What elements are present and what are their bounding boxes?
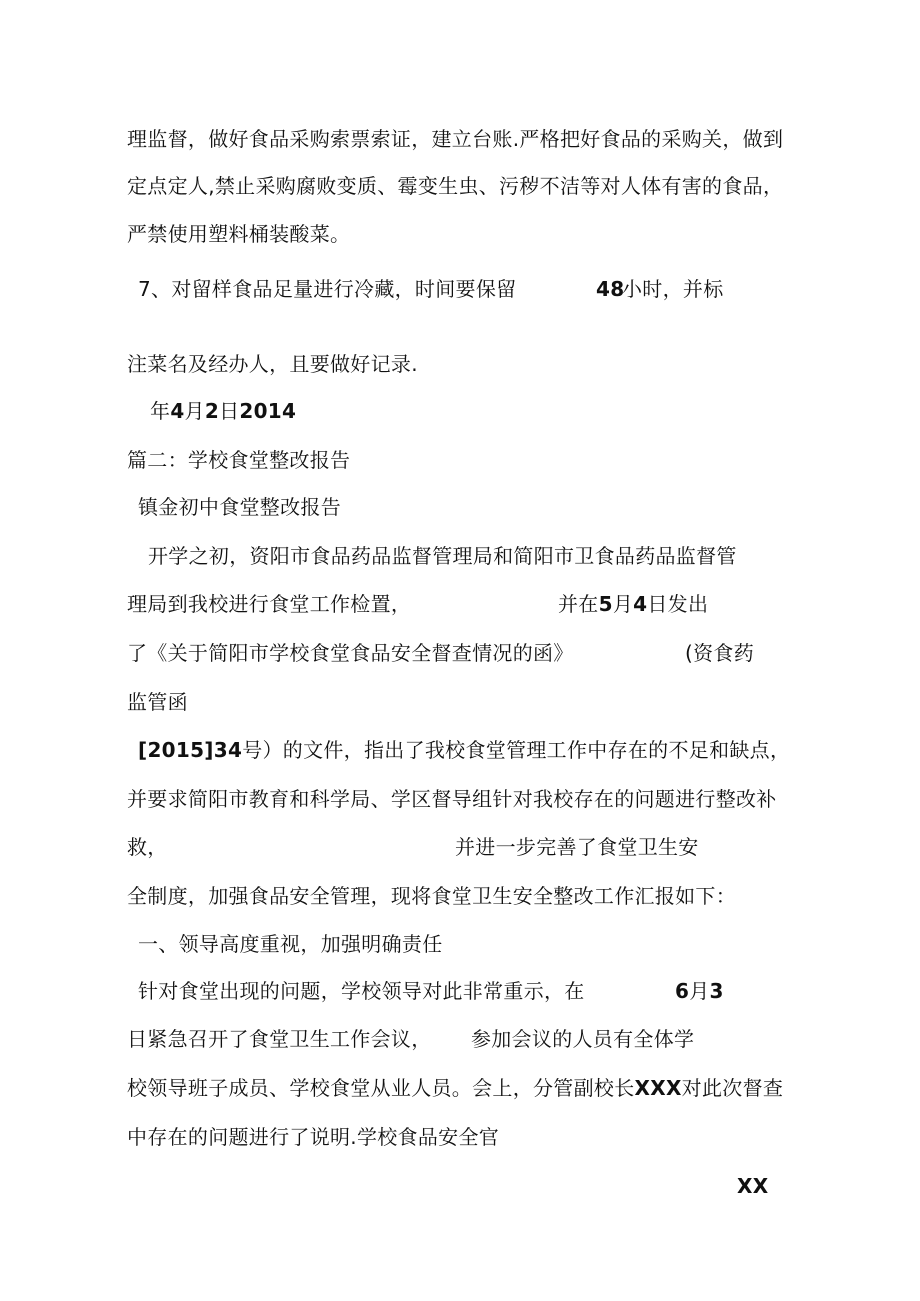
text-line: 并要求简阳市教育和科学局、学区督导组针对我校存在的问题进行整改补 bbox=[127, 787, 777, 811]
text-line bbox=[127, 640, 787, 666]
number-segment: 4 bbox=[170, 399, 185, 423]
text-segment: 了《关于简阳市学校食堂食品安全督查情况的函》 bbox=[127, 641, 574, 665]
number-segment: 2 bbox=[204, 399, 220, 423]
section-heading: 一、领导高度重视，加强明确责任 bbox=[138, 932, 443, 956]
text-segment: 针对食堂出现的问题，学校领导对此非常重示，在 bbox=[138, 979, 585, 1003]
text-line: 开学之初，资阳市食品药品监督管理局和简阳市卫食品药品监督管 bbox=[148, 544, 737, 568]
text-line bbox=[127, 1026, 767, 1052]
text-segment: (资食药 bbox=[685, 641, 755, 665]
text-line: 监管函 bbox=[127, 690, 188, 714]
text-line bbox=[138, 978, 778, 1004]
number-segment: 3 bbox=[709, 979, 724, 1003]
number-segment: 5 bbox=[598, 592, 613, 616]
text-line bbox=[127, 1075, 783, 1101]
text-segment: 并在 bbox=[558, 592, 599, 616]
text-segment: 年 bbox=[150, 399, 171, 423]
text-segment: 并进一步完善了食堂卫生安 bbox=[455, 835, 699, 859]
text-segment bbox=[558, 591, 708, 617]
date-line bbox=[150, 398, 296, 424]
text-segment: 参加会议的人员有全体学 bbox=[471, 1027, 695, 1051]
text-line bbox=[138, 276, 778, 302]
text-segment: 日 bbox=[219, 399, 240, 423]
text-line: 定点定人,禁止采购腐败变质、霉变生虫、污秽不洁等对人体有害的食品， bbox=[127, 174, 784, 198]
name-placeholder: XX bbox=[737, 1174, 769, 1198]
text-segment: 月 bbox=[689, 979, 710, 1003]
text-segment: 日紧急召开了食堂卫生工作会议， bbox=[127, 1027, 432, 1051]
text-segment: 对此次督查 bbox=[681, 1076, 784, 1100]
text-segment: 校领导班子成员、学校食堂从业人员。会上，分管副校长 bbox=[127, 1076, 635, 1100]
text-segment: 号）的文件，指出了我校食堂管理工作中存在的不足和缺点， bbox=[242, 738, 791, 762]
text-line bbox=[127, 834, 767, 860]
text-segment: 小时，并标 bbox=[622, 277, 724, 301]
number-segment: 4 bbox=[633, 592, 648, 616]
text-line: 中存在的问题进行了说明.学校食品安全官 bbox=[127, 1125, 500, 1149]
text-line bbox=[138, 737, 790, 763]
text-segment: 7、对留样食品足量进行冷藏，时间要保留 bbox=[138, 277, 517, 301]
text-segment: 救， bbox=[127, 835, 168, 859]
text-segment: 月 bbox=[612, 592, 634, 616]
text-segment: 理局到我校进行食堂工作检置， bbox=[127, 592, 412, 616]
text-segment: 月 bbox=[184, 399, 205, 423]
text-line: 注菜名及经办人，且要做好记录. bbox=[127, 352, 418, 376]
text-segment bbox=[675, 978, 724, 1004]
report-title: 镇金初中食堂整改报告 bbox=[138, 495, 341, 519]
name-placeholder: XXX bbox=[634, 1076, 682, 1100]
text-line bbox=[127, 591, 767, 617]
text-line: 全制度，加强食品安全管理，现将食堂卫生安全整改工作汇报如下： bbox=[127, 884, 736, 908]
number-segment: 48 bbox=[596, 277, 625, 301]
text-segment: 日发出 bbox=[647, 592, 709, 616]
number-segment: [2015]34 bbox=[138, 738, 243, 762]
section-heading: 篇二：学校食堂整改报告 bbox=[127, 448, 351, 472]
number-segment: 6 bbox=[675, 979, 690, 1003]
text-line: 严禁使用塑料桶装酸菜。 bbox=[127, 222, 351, 246]
text-line: 理监督，做好食品采购索票索证，建立台账.严格把好食品的采购关，做到 bbox=[127, 127, 784, 151]
number-segment: 2014 bbox=[239, 399, 297, 423]
